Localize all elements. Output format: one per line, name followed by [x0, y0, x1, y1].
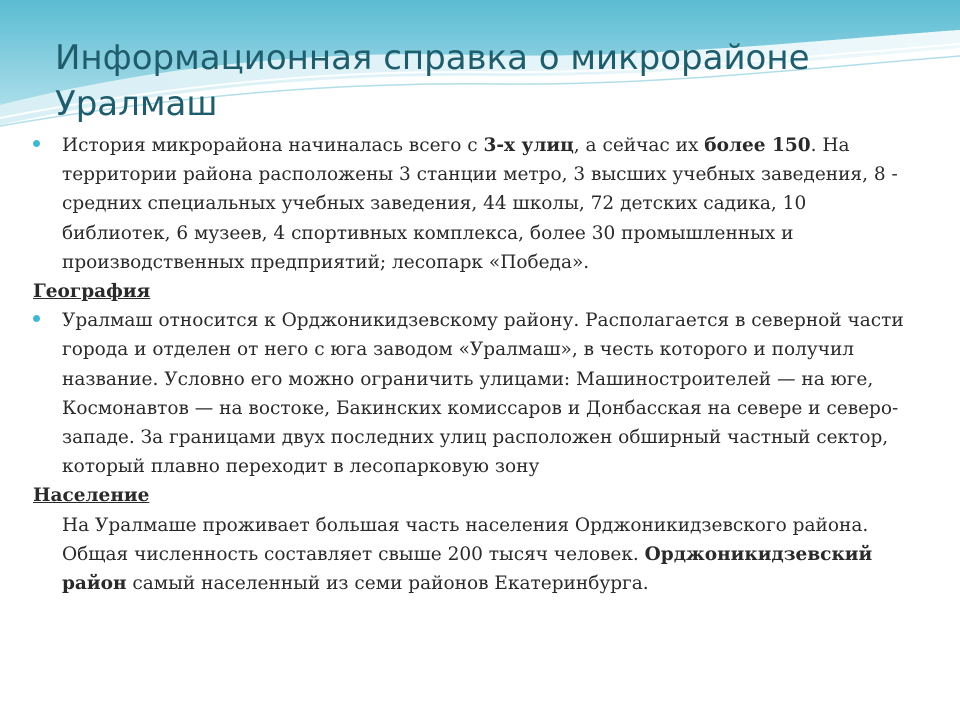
population-heading: Население: [33, 485, 150, 507]
bullet-icon: [33, 140, 40, 147]
bullet-icon: [33, 315, 40, 322]
geography-heading: География: [33, 281, 151, 303]
slide-title: Информационная справка о микрорайоне Уралмаш: [55, 38, 810, 124]
population-paragraph: На Уралмаше проживает большая часть населения Орджоникидзевского района. Общая численность составляет свыше 200 тысяч человек. Орджоникидзевский район самый населенный из семи районов Екатеринбурга.: [62, 514, 873, 595]
intro-paragraph: История микрорайона начиналась всего с 3-х улиц, а сейчас их более 150. На территории района расположены 3 станции метро, 3 высших учебных заведения, 8 - средних специальных учебных заведения, 44 школы, 72 детских садика, 10 библиотек, 6 музеев, 4 спортивных комплекса, более 30 промышленных и производственных предприятий; лесопарк «Победа».: [33, 131, 913, 277]
geography-paragraph: Уралмаш относится к Орджоникидзевскому району. Располагается в северной части города и отделен от него с юга заводом «Уралмаш», в честь которого и получил название. Условно его можно ограничить улицами: Машиностроителей — на юге, Космонавтов — на востоке, Бакинских комиссаров и Донбасская на севере и северо-западе. За границами двух последних улиц расположен обширный частный сектор, который плавно переходит в лесопарковую зону: [33, 306, 913, 481]
slide-content: [33, 131, 913, 598]
